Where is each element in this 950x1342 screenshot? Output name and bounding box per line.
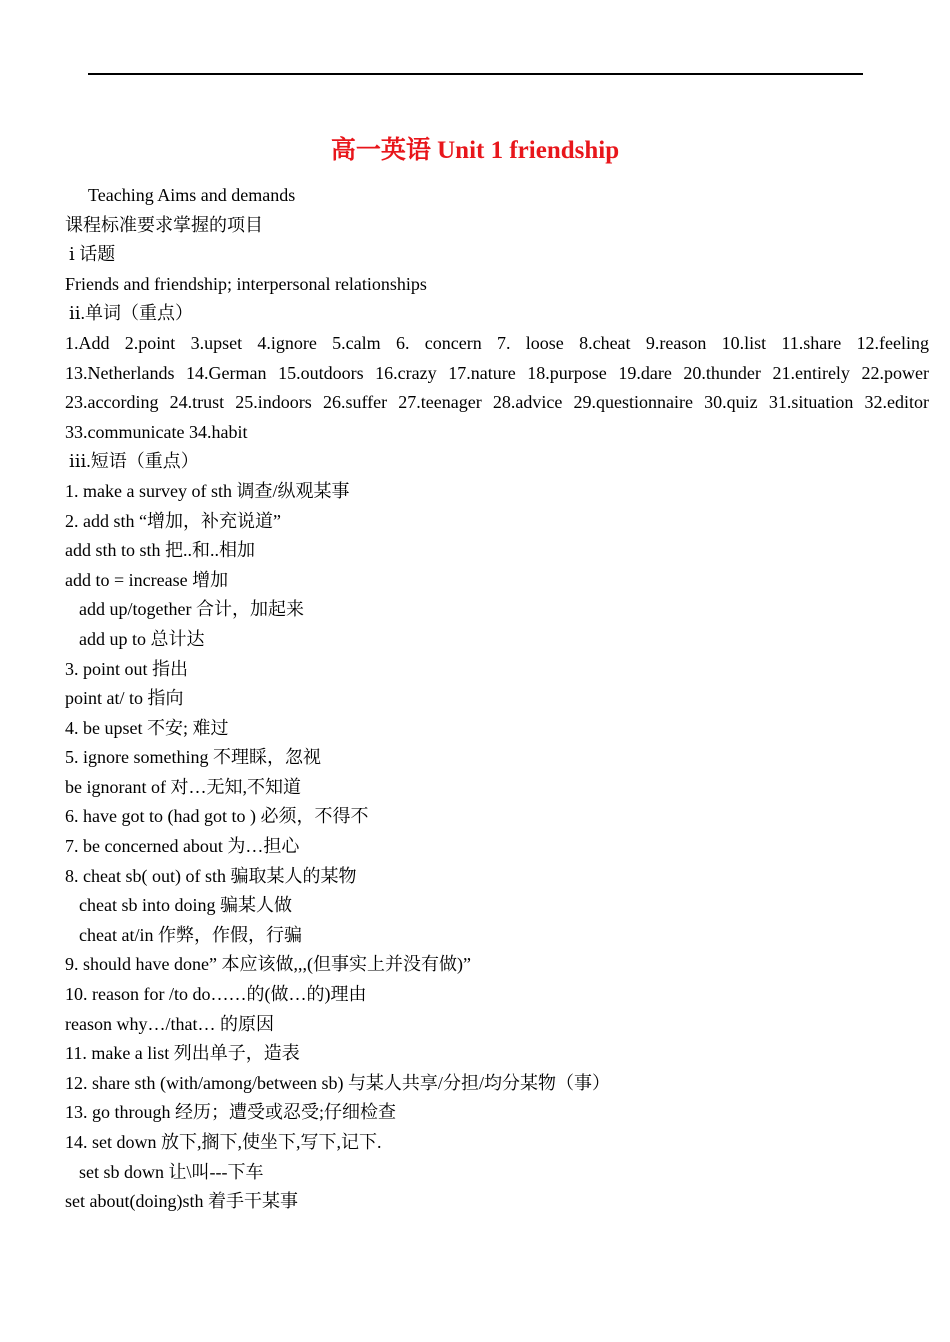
phrase-item: 4. be upset 不安; 难过 <box>65 717 229 738</box>
word-list-line: 1.Add 2.point 3.upset 4.ignore 5.calm 6. concern 7. loose 8.cheat 9.reason 10.list 11.share 12.feeling <box>65 332 929 353</box>
phrase-item: reason why…/that… 的原因 <box>65 1013 274 1034</box>
header-rule <box>88 73 863 75</box>
phrase-item: point at/ to 指向 <box>65 688 184 709</box>
section-words-heading: ⅱ.单词（重点） <box>69 303 194 324</box>
phrase-item: 6. have got to (had got to ) 必须，不得不 <box>65 806 369 827</box>
page-title: 高一英语 Unit 1 friendship <box>330 137 620 164</box>
phrase-item: add sth to sth 把..和..相加 <box>65 540 256 561</box>
section-phrases-heading: ⅲ.短语（重点） <box>69 451 199 472</box>
phrase-item: 13. go through 经历；遭受或忍受;仔细检查 <box>65 1102 396 1123</box>
word-list-line: 13.Netherlands 14.German 15.outdoors 16.crazy 17.nature 18.purpose 19.dare 20.thunder 21.entirely 22.power <box>65 362 929 383</box>
phrase-item: 14. set down 放下,搁下,使坐下,写下,记下. <box>65 1132 382 1152</box>
phrase-item: 12. share sth (with/among/between sb) 与某人共享/分担/均分某物（事） <box>65 1072 610 1093</box>
phrase-item: 1. make a survey of sth 调查/纵观某事 <box>65 480 350 501</box>
phrase-item: 9. should have done” 本应该做,,,(但事实上并没有做)” <box>65 954 471 975</box>
phrase-item: 7. be concerned about 为…担心 <box>65 836 300 857</box>
phrase-item: 3. point out 指出 <box>65 658 189 679</box>
word-list-line: 33.communicate 34.habit <box>65 421 248 442</box>
phrase-item: add up to 总计达 <box>79 628 205 649</box>
phrase-item: 5. ignore something 不理睬，忽视 <box>65 747 321 768</box>
phrase-item: cheat at/in 作弊，作假，行骗 <box>79 924 302 945</box>
phrase-item: be ignorant of 对…无知,不知道 <box>65 776 301 797</box>
section-topic-heading: ⅰ 话题 <box>69 244 116 265</box>
topic-text: Friends and friendship; interpersonal relationships <box>65 273 427 294</box>
phrase-item: 10. reason for /to do……的(做…的)理由 <box>65 984 367 1005</box>
curriculum-heading: 课程标准要求掌握的项目 <box>65 214 263 235</box>
phrase-item: set about(doing)sth 着手干某事 <box>65 1191 298 1212</box>
word-list-line: 23.according 24.trust 25.indoors 26.suffer 27.teenager 28.advice 29.questionnaire 30.quiz 31.situation 32.editor <box>65 392 929 413</box>
phrase-item: add to = increase 增加 <box>65 569 229 590</box>
phrase-item: cheat sb into doing 骗某人做 <box>79 895 292 916</box>
phrase-item: 11. make a list 列出单子，造表 <box>65 1043 300 1064</box>
phrase-item: 8. cheat sb( out) of sth 骗取某人的某物 <box>65 865 357 886</box>
teaching-aims-heading: Teaching Aims and demands <box>88 185 296 205</box>
phrase-item: set sb down 让\叫---下车 <box>79 1161 264 1182</box>
phrase-item: 2. add sth “增加，补充说道” <box>65 510 281 531</box>
document-body <box>65 181 929 1217</box>
phrase-item: add up/together 合计，加起来 <box>79 599 304 620</box>
